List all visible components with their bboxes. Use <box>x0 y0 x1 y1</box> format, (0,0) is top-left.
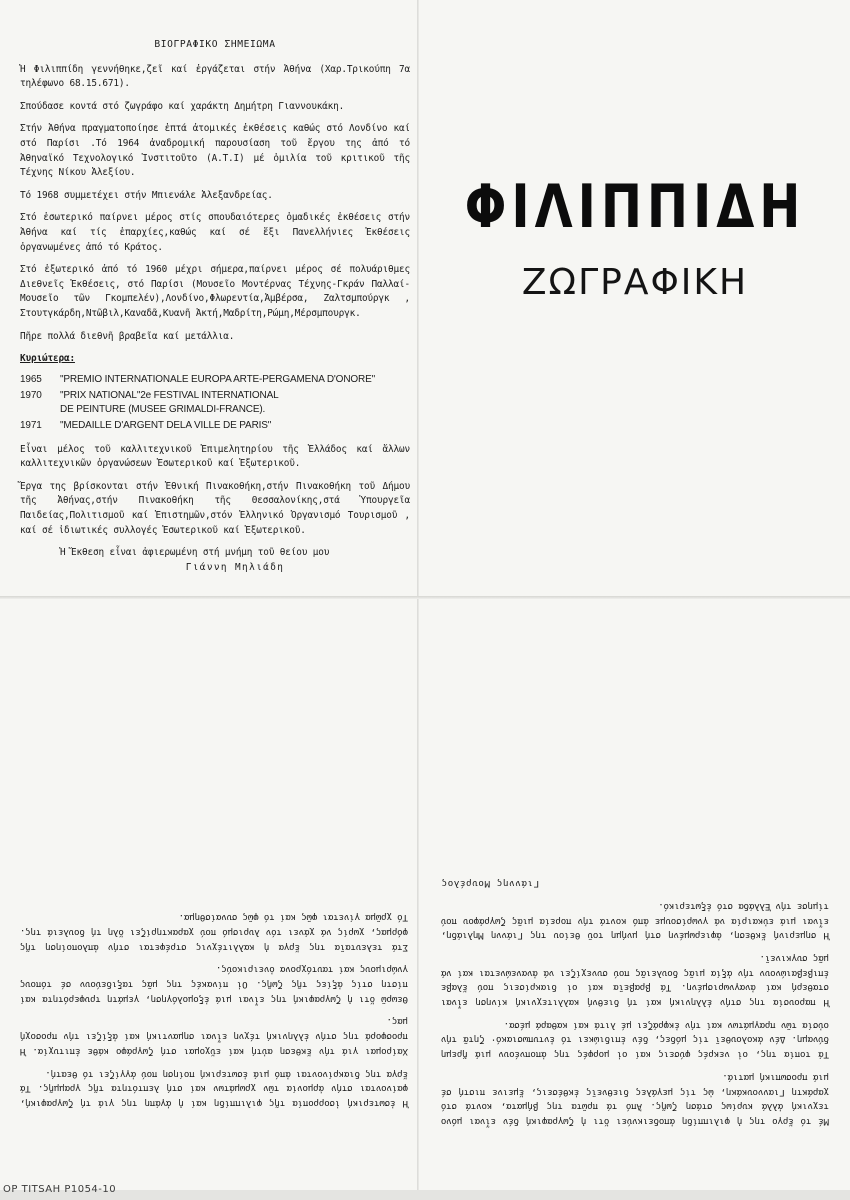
award-text <box>60 389 410 417</box>
awards-label: Κυριώτερα: <box>20 353 75 365</box>
award-entry <box>20 389 410 417</box>
bio-paragraph: Στό ἐσωτερικό παίρνει μέρος στίς σπουδαιότερες ὁμαδικές ἐκθέσεις στήν Ἀθήνα καί τίς ἐπαρχίες,καθώς καί σέ ἕξι Πανελλήνιες Ἐκθέσεις ὀργανωμένες ἀπό τό Κράτος. <box>20 212 410 253</box>
inverted-paragraph: Μέ τό ἔργο της ἡ φιλιππίδη ἀποδεικνύει ὅτι ἡ ζωγραφική δέν εἶναι μόνο τεχνική ἀλλά κυρίως στάση ζωῆς. Ἀπό τά πρῶτα της βήματα, κοντά στό χαράκτη Γιαννουκάκη, ὡς τίς μεγάλες διεθνεῖς ἐκθέσεις, ἔμεινε πιστή σέ μιά προσωπική ματιά. <box>441 1071 829 1127</box>
bio-paragraph: Σπούδασε κοντά στό ζωγράφο καί χαράκτη Δημήτρη Γιαννουκάκη. <box>20 100 345 112</box>
horizontal-fold-line <box>0 596 850 599</box>
inverted-paragraph: Χαίρομαι γιά τήν ἔκθεση αὐτή καί εὔχομαι στή ζωγράφο κάθε ἐπιτυχία. Ἡ προσφορά της στήν ἑλληνική τέχνη εἶναι σημαντική καί ἀξίζει τήν προσοχή μας. <box>20 1016 408 1057</box>
award-text <box>60 373 410 387</box>
bio-paragraph: Πῆρε πολλά διεθνῆ βραβεῖα καί μετάλλια. <box>20 330 235 342</box>
membership-paragraph: Εἶναι μέλος τοῦ καλλιτεχνικοῦ Ἐπιμελητηρίου τῆς Ἑλλάδος καί ἄλλων καλλιτεχνικῶν ὀργανώσεων Ἐσωτερικοῦ καί Ἐξωτερικοῦ. <box>20 443 410 470</box>
award-year: 1970 <box>20 389 42 401</box>
dedicatee-name: Γιάννη Μηλιάδη <box>185 561 285 573</box>
award-line: DE PEINTURE (MUSEE GRIMALDI-FRANCE). <box>60 403 266 415</box>
bio-paragraph: Στό ἐξωτερικό ἀπό τό 1960 μέχρι σήμερα,παίρνει μέρος σέ πολυάριθμες Διεθνεῖς Ἐκθέσεις, στό Παρίσι (Μουσεῖο Μοντέρνας Τέχνης-Γκράν Παλλαί-Μουσεῖο τῶν Γκομπελέν),Λονδίνο,Φλωρεντία,Ἀμβέρσα, Ζαλτσμπούργκ , Στουτγκάρδη,Ντῶβιλ,Καναδᾶ,Κυανῆ Ἀκτή,Μαδρίτη,Ρώμη,Μέρσμπουργκ. <box>20 264 410 319</box>
biography-panel <box>20 38 410 575</box>
inverted-paragraph: Ἡ παρουσία της στήν ἑλληνική καί τή διεθνή καλλιτεχνική κίνηση εἶναι σταθερή καί ἀναγνωρισμένη. Τά βραβεῖα καί οἱ διακρίσεις πού ἔλαβε ἐπιβεβαιώνουν τήν ἀξία μιᾶς δουλειᾶς πού συνεχίζει νά ἀνανεώνεται καί νά μᾶς συγκινεῖ. <box>441 952 829 1009</box>
vertical-fold-line <box>417 0 419 1190</box>
inverted-paragraph: Ἡ ἐσωτερική ἰσορροπία τῆς φιλιππίδη καί ἡ ἀγάπη της γιά τή ζωγραφική, φαίνονται στήν ἁρμονία τῶν χρωμάτων καί στή λεπτότητα τῆς γραμμῆς. Τά ἔργα της διακρίνονται ἀπό μιά ἐσωτερική ποίηση πού ἀγγίζει τό θεατή. <box>20 1068 408 1109</box>
award-year: 1965 <box>20 373 42 385</box>
exhibition-subtitle: ΖΩΓΡΑΦΙΚΗ <box>521 262 749 303</box>
inverted-paragraph: Στά τελευταῖα της ἔργα ἡ καλλιτέχνις στρέφεται στήν ἀπλοποίηση τῆς φόρμας, χωρίς νά χάνει τόν λυρισμό πού χαρακτηρίζει ὅλη τή δουλειά της. Τό χρῶμα γίνεται φῶς καί τό φῶς συναίσθημα. <box>20 912 408 953</box>
collections-paragraph: Ἔργα της βρίσκονται στήν Ἐθνική Πινακοθήκη,στήν Πινακοθήκη τοῦ Δήμου τῆς Ἀθήνας,στήν Πινακοθήκη τῆς Θεσσαλονίκης,στά Ὑπουργεῖα Παιδείας,Πολιτισμοῦ καί Ἐπιστημῶν,στόν Ἑλληνικό Ὀργανισμό Τουρισμοῦ , καί σέ ἰδιωτικές συλλογές Ἐσωτερικοῦ καί Ἐξωτερικοῦ. <box>20 480 410 536</box>
award-line: "MEDAILLE D'ARGENT DELA VILLE DE PARIS" <box>60 419 272 431</box>
bio-paragraph: Στήν Ἀθήνα πραγματοποίησε ἑπτά ἀτομικές ἐκθέσεις καθώς στό Λονδίνο καί στό Παρίσι .Τό 1964 ἀναδρομική παρουσίαση τοῦ ἔργου της ἀπό τό Ἀθηναϊκό Τεχνολογικό Ἰνστιτοῦτο (Α.Τ.Ι) μέ ὁμιλία τοῦ κριτικοῦ τῆς Τέχνης Νίκου Ἀλεξίου. <box>20 123 410 179</box>
inverted-text-panel-right <box>441 648 829 1128</box>
inverted-paragraph: Τά τοπία της, οἱ νεκρές φύσεις καί οἱ μορφές της ἀποπνέουν μιά ἤρεμη δύναμη. Δέν ἀκολουθεῖ τίς μόδες, δέν ἐπιδιώκει τό ἐντυπωσιακό· ζητᾶ τήν οὐσία τῶν πραγμάτων καί τήν ἐκφράζει μέ λιτά καί καθαρά μέσα. <box>441 1019 829 1061</box>
biography-heading: ΒΙΟΓΡΑΦΙΚΟ ΣΗΜΕΙΩΜΑ <box>154 39 276 50</box>
dedication-line: Ἡ Ἔκθεση εἶναι ἀφιερωμένη στή μνήμη τοῦ θείου μου <box>60 547 330 559</box>
inverted-signature: Γιάννης Μουρέλος <box>441 878 540 890</box>
award-text <box>60 419 410 433</box>
inverted-text-panel-left <box>20 622 408 1110</box>
award-entry <box>20 419 410 433</box>
inverted-paragraph: Θεωρῶ ὅτι ἡ ζωγραφική της εἶναι μιά ἐξομολόγηση, γεμάτη τρυφερότητα καί πίστη στίς ἀξίες τῆς ζωῆς. Οἱ πίνακές της μᾶς ταξιδεύουν σέ τόπους γνώριμους καί ταυτόχρονα ὀνειρικούς. <box>20 964 408 1005</box>
artist-name-title: ΦΙΛΙΠΠΙΔΗ <box>464 172 806 242</box>
award-line: "PRIX NATIONAL"2e FESTIVAL INTERNATIONAL <box>60 389 279 401</box>
bio-paragraph: Ἡ Φιλιππίδη γεννήθηκε,ζεῖ καί ἐργάζεται στήν Ἀθήνα (Χαρ.Τρικούπη 7α τηλέφωνο 68.15.671). <box>20 63 410 90</box>
archive-handwritten-mark: OP TITSAH P1054-10 <box>3 1184 117 1195</box>
bio-paragraph: Τό 1968 συμμετέχει στήν Μπιενάλε Ἀλεξανδρείας. <box>20 189 273 201</box>
award-entry <box>20 373 410 387</box>
inverted-paragraph: Ἡ σημερινή ἔκθεση, ἀφιερωμένη στή μνήμη τοῦ θείου της Γιάννη Μηλιάδη, εἶναι μιά εὐκαιρία νά γνωρίσουμε ἀπό κοντά τήν πορεία μιᾶς ζωγράφου πού τίμησε τήν Ἑλλάδα στό ἐξωτερικό. <box>441 900 829 942</box>
award-line: "PREMIO INTERNATIONALE EUROPA ARTE-PERGAMENA D'ONORE" <box>60 373 376 385</box>
award-year: 1971 <box>20 419 42 431</box>
